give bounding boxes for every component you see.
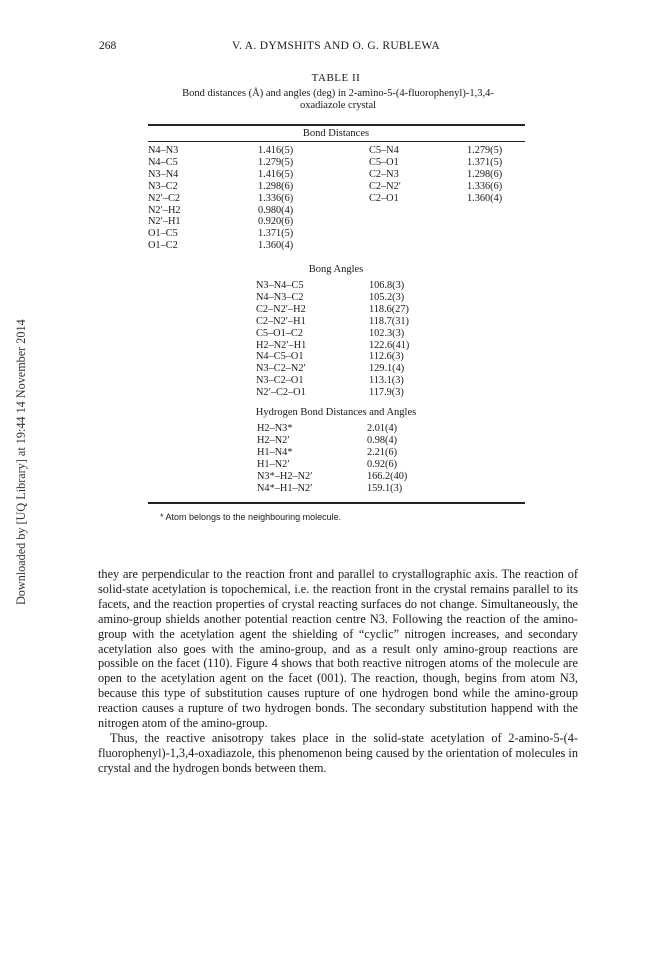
angle-label: N3–N4–C5: [256, 280, 304, 291]
bond-distance: 1.298(6): [258, 180, 294, 192]
bond-label: C2–N3: [369, 168, 399, 180]
download-sidebar: [0, 0, 28, 959]
table-section-rule: [148, 141, 525, 142]
hbond-label: H2–N3*: [257, 423, 293, 434]
angle-label: N4–C5–O1: [256, 351, 304, 363]
angle-label: C2–N2′–H1: [256, 315, 306, 327]
section-hydrogen-bonds: Hydrogen Bond Distances and Angles: [255, 407, 417, 418]
angle-value: 122.6(41): [369, 339, 410, 351]
table-bottom-rule: [148, 502, 525, 504]
hbond-label: H1–N4*: [257, 446, 293, 458]
bond-distance: 1.416(5): [258, 168, 294, 180]
hbond-label: H2–N2′: [257, 434, 290, 446]
hbond-label: H1–N2′: [257, 458, 290, 470]
hbond-label: N3*–H2–N2′: [257, 470, 313, 482]
bond-label: N3–N4: [148, 168, 179, 180]
body-paragraph: they are perpendicular to the reaction front and parallel to crystallographic axis. The reaction of solid-state acetylation is topochemical, i.e. the reaction front in the crystal remains parallel to its facets, and the reaction properties of crystal reacting surfaces do not change. Simultaneously, the amino-group shields another potential reaction centre N3. Following the reaction of the amino-group with the acetylation agent the shielding of “cyclic” nitrogen increases, and secondary acetylation also goes with the amino-group, and as a result only amino-group reactions are possible on the facet (110). Figure 4 shows that both reactive nitrogen atoms of the molecule are open to the acetylation agent on the facet (001). The reaction, though, begins from atom N3, because this type of substitution causes rupture of one hydrogen bond while the amino-group reaction causes a rupture of two hydrogen bonds. The secondary substitution happend with the nitrogen atom of the amino-group.: [98, 567, 578, 731]
angle-value: 102.3(3): [369, 327, 405, 339]
bond-distance: 1.279(5): [467, 145, 503, 156]
table-top-rule: [148, 124, 525, 126]
bond-distance: 1.360(4): [467, 192, 503, 204]
bond-label: C2–O1: [369, 192, 399, 204]
angle-value: 106.8(3): [369, 280, 405, 291]
bond-label: N2′–H1: [148, 216, 181, 228]
angle-value: 112.6(3): [369, 351, 404, 363]
table-caption: TABLE II: [311, 72, 361, 84]
hbond-value: 2.01(4): [367, 423, 398, 434]
angle-label: N2′–C2–O1: [256, 387, 306, 399]
angle-label: N4–N3–C2: [256, 291, 304, 303]
bond-distance: 1.371(5): [467, 156, 503, 168]
bond-label: C5–O1: [369, 156, 399, 168]
bond-distance: 0.920(6): [258, 216, 294, 228]
hbond-label: N4*–H1–N2′: [257, 482, 313, 494]
body-paragraph: Thus, the reactive anisotropy takes place in the solid-state acetylation of 2-amino-5-(4-fluorophenyl)-1,3,4-oxadiazole, this phenomenon being caused by the orientation of molecules in crystal and the hydrogen bonds between them.: [98, 730, 578, 775]
hbond-value: 159.1(3): [367, 482, 403, 494]
table-description: [148, 88, 528, 112]
angle-label: N3–C2–N2′: [256, 363, 306, 375]
hbond-value: 166.2(40): [367, 470, 408, 482]
bond-label: N2′–H2: [148, 204, 181, 216]
bond-label: C5–N4: [369, 145, 399, 156]
angle-label: C5–O1–C2: [256, 327, 303, 339]
section-bond-angles: Bong Angles: [308, 264, 364, 275]
section-bond-distances: Bond Distances: [302, 128, 370, 139]
table-description-line1: Bond distances (Å) and angles (deg) in 2-amino-5-(4-fluorophenyl)-1,3,4-: [182, 88, 494, 99]
bond-label: O1–C2: [148, 240, 178, 252]
download-note: Downloaded by [UQ Library] at 19:44 14 November 2014: [14, 319, 28, 605]
table-footnote: * Atom belongs to the neighbouring molecule.: [160, 512, 342, 522]
bond-distance: 1.360(4): [258, 240, 294, 252]
bond-label: N4–C5: [148, 156, 178, 168]
hbond-value: 0.92(6): [367, 458, 398, 470]
body-text: [98, 567, 578, 776]
bond-label: N4–N3: [148, 145, 179, 156]
bond-label: N3–C2: [148, 180, 178, 192]
bond-distance: 1.336(6): [467, 180, 503, 192]
bond-distance: 0.980(4): [258, 204, 294, 216]
angle-value: 113.1(3): [369, 375, 404, 387]
running-title: V. A. DYMSHITS AND O. G. RUBLEWA: [231, 40, 441, 52]
bond-distance: 1.298(6): [467, 168, 503, 180]
bond-distance: 1.416(5): [258, 145, 294, 156]
angle-label: N3–C2–O1: [256, 375, 304, 387]
table-description-line2: oxadiazole crystal: [299, 100, 377, 111]
hbond-value: 2.21(6): [367, 446, 398, 458]
bond-distance: 1.336(6): [258, 192, 294, 204]
bond-distance: 1.279(5): [258, 156, 294, 168]
bond-label: O1–C5: [148, 228, 178, 240]
angle-label: H2–N2′–H1: [256, 339, 307, 351]
angle-value: 105.2(3): [369, 291, 405, 303]
page-number: 268: [99, 40, 117, 52]
angle-value: 117.9(3): [369, 387, 404, 399]
angle-label: C2–N2′–H2: [256, 303, 306, 315]
bond-label: N2′–C2: [148, 192, 181, 204]
angle-value: 118.7(31): [369, 315, 409, 327]
bond-label: C2–N2′: [369, 180, 402, 192]
hbond-value: 0.98(4): [367, 434, 398, 446]
angle-value: 118.6(27): [369, 303, 409, 315]
bond-distance: 1.371(5): [258, 228, 294, 240]
angle-value: 129.1(4): [369, 363, 405, 375]
